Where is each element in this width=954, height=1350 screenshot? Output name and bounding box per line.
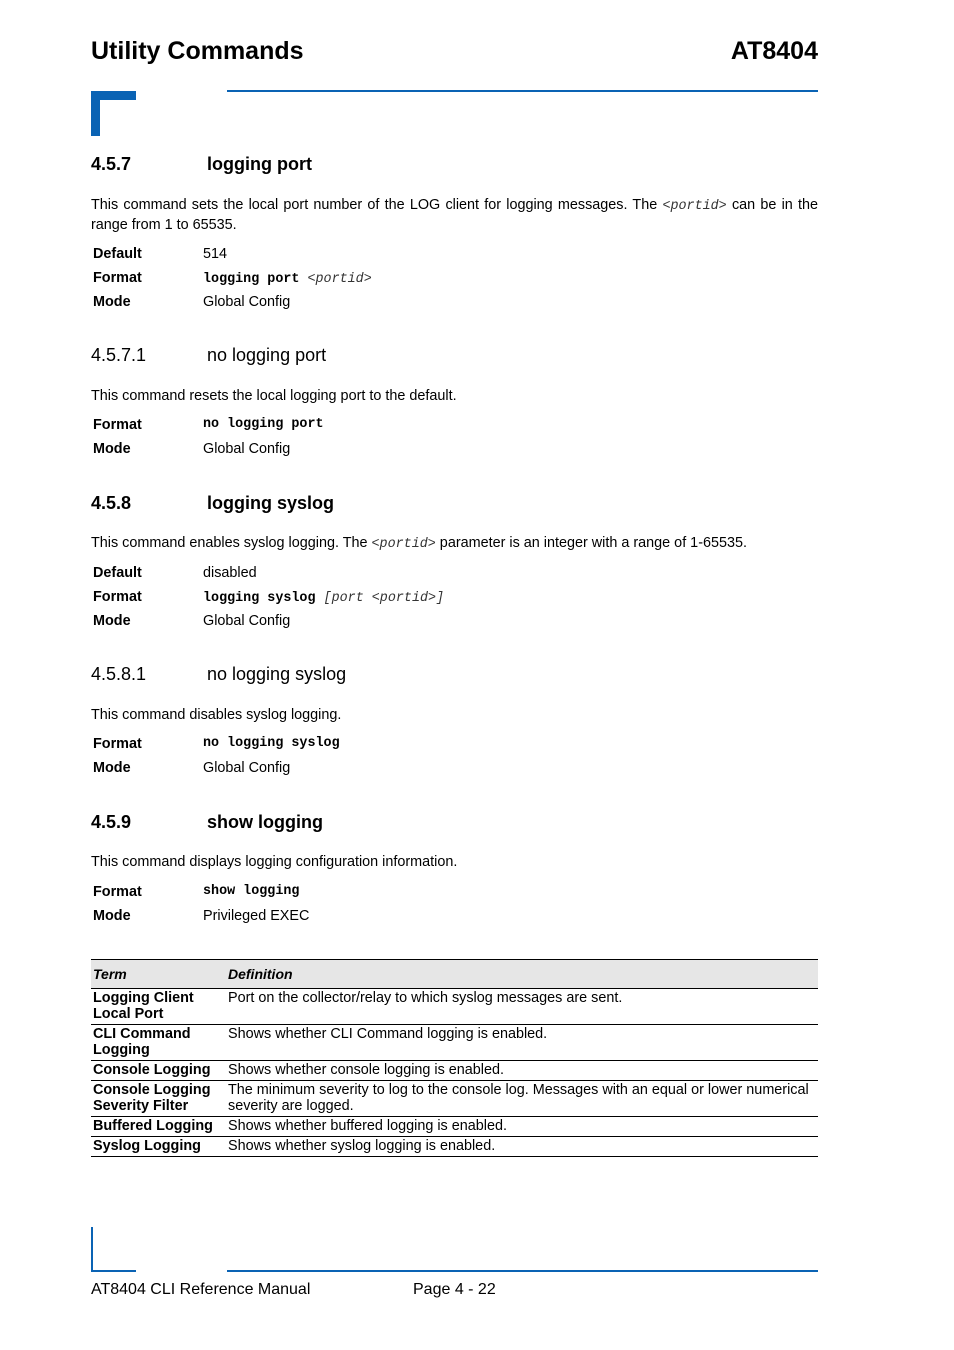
format-value bbox=[203, 270, 372, 287]
table-row bbox=[91, 1117, 818, 1137]
mode-value: Global Config bbox=[203, 294, 291, 310]
format-command: logging port bbox=[203, 272, 308, 287]
corner-mark-bottom bbox=[91, 1270, 136, 1272]
footer-rule bbox=[227, 1270, 818, 1272]
section-heading-4-5-8-1 bbox=[91, 664, 818, 688]
format-label: Format bbox=[93, 417, 142, 433]
description-argument: <portid> bbox=[662, 199, 727, 214]
header-title: Utility Commands bbox=[91, 37, 304, 65]
term-cell: Console Logging bbox=[91, 1061, 226, 1081]
section-title: logging port bbox=[207, 154, 312, 174]
section-description bbox=[91, 196, 818, 235]
format-command: show logging bbox=[203, 884, 300, 899]
definition-cell: Shows whether syslog logging is enabled. bbox=[226, 1137, 818, 1157]
term-column-header: Term bbox=[91, 960, 226, 989]
term-cell: Logging Client Local Port bbox=[91, 989, 226, 1025]
term-cell: CLI Command Logging bbox=[91, 1025, 226, 1061]
format-value bbox=[203, 589, 444, 606]
section-heading-4-5-9 bbox=[91, 812, 818, 836]
definition-column-header: Definition bbox=[226, 960, 818, 989]
section-heading-4-5-7 bbox=[91, 154, 818, 178]
definitions-table bbox=[91, 959, 818, 1157]
definition-cell: Port on the collector/relay to which syslog messages are sent. bbox=[226, 989, 818, 1025]
mode-label: Mode bbox=[93, 613, 131, 629]
section-title: no logging syslog bbox=[207, 664, 347, 684]
mode-value: Global Config bbox=[203, 441, 291, 457]
mode-label: Mode bbox=[93, 294, 131, 310]
mode-row bbox=[91, 441, 818, 465]
default-label: Default bbox=[93, 246, 142, 262]
mode-row bbox=[91, 294, 818, 318]
format-row bbox=[91, 884, 818, 908]
corner-mark-top-vertical bbox=[91, 91, 100, 136]
mode-value: Privileged EXEC bbox=[203, 908, 310, 924]
format-command: no logging syslog bbox=[203, 736, 340, 751]
description-argument: <portid> bbox=[371, 537, 436, 552]
format-row bbox=[91, 736, 818, 760]
format-command: logging syslog bbox=[203, 591, 324, 606]
definition-cell: Shows whether CLI Command logging is enabled. bbox=[226, 1025, 818, 1061]
format-label: Format bbox=[93, 736, 142, 752]
mode-value: Global Config bbox=[203, 760, 291, 776]
format-command: no logging port bbox=[203, 417, 324, 432]
section-description: This command resets the local logging port to the default. bbox=[91, 388, 457, 404]
term-cell: Console Logging Severity Filter bbox=[91, 1081, 226, 1117]
description-text: This command enables syslog logging. The bbox=[91, 535, 372, 551]
mode-value: Global Config bbox=[203, 613, 291, 629]
table-header-row bbox=[91, 960, 818, 989]
term-cell: Buffered Logging bbox=[91, 1117, 226, 1137]
format-label: Format bbox=[93, 270, 142, 286]
section-number: 4.5.8.1 bbox=[91, 664, 147, 684]
table-row bbox=[91, 1137, 818, 1157]
mode-label: Mode bbox=[93, 760, 131, 776]
format-row bbox=[91, 417, 818, 441]
term-cell: Syslog Logging bbox=[91, 1137, 226, 1157]
section-number: 4.5.8 bbox=[91, 493, 132, 513]
format-row bbox=[91, 270, 818, 294]
mode-label: Mode bbox=[93, 441, 131, 457]
description-text: This command sets the local port number of the LOG client for logging messages. The bbox=[91, 197, 663, 213]
footer-manual-title: AT8404 CLI Reference Manual bbox=[91, 1281, 311, 1298]
description-text: parameter is an integer with a range of 1-65535. bbox=[435, 535, 747, 551]
format-label: Format bbox=[93, 589, 142, 605]
description-text: can be in the range from 1 to 65535. bbox=[91, 197, 818, 233]
format-argument: [port <portid>] bbox=[323, 591, 445, 606]
default-value: 514 bbox=[203, 246, 228, 262]
default-label: Default bbox=[93, 565, 142, 581]
header-rule bbox=[227, 90, 818, 92]
format-argument: <portid> bbox=[307, 272, 372, 287]
definition-cell: Shows whether console logging is enabled. bbox=[226, 1061, 818, 1081]
table-row bbox=[91, 989, 818, 1025]
section-description bbox=[91, 534, 818, 554]
mode-label: Mode bbox=[93, 908, 131, 924]
corner-mark-bottom-vertical bbox=[91, 1227, 93, 1272]
section-title: logging syslog bbox=[207, 493, 335, 513]
footer-page-number: Page 4 - 22 bbox=[413, 1281, 496, 1298]
header-product: AT8404 bbox=[730, 37, 818, 65]
section-description: This command displays logging configuration information. bbox=[91, 854, 458, 870]
section-number: 4.5.9 bbox=[91, 812, 132, 832]
default-value: disabled bbox=[203, 565, 257, 581]
section-description: This command disables syslog logging. bbox=[91, 707, 342, 723]
table-row bbox=[91, 1025, 818, 1061]
section-title: show logging bbox=[207, 812, 323, 832]
definition-cell: Shows whether buffered logging is enabled. bbox=[226, 1117, 818, 1137]
definition-cell: The minimum severity to log to the console log. Messages with an equal or lower numerical severity are logged. bbox=[226, 1081, 818, 1117]
default-row bbox=[91, 565, 818, 589]
section-heading-4-5-7-1 bbox=[91, 345, 818, 369]
section-number: 4.5.7.1 bbox=[91, 345, 147, 365]
mode-row bbox=[91, 760, 818, 784]
mode-row bbox=[91, 613, 818, 637]
section-title: no logging port bbox=[207, 345, 327, 365]
table-row bbox=[91, 1081, 818, 1117]
section-number: 4.5.7 bbox=[91, 154, 132, 174]
default-row bbox=[91, 246, 818, 270]
mode-row bbox=[91, 908, 818, 932]
format-row bbox=[91, 589, 818, 613]
format-label: Format bbox=[93, 884, 142, 900]
table-row bbox=[91, 1061, 818, 1081]
section-heading-4-5-8 bbox=[91, 493, 818, 517]
